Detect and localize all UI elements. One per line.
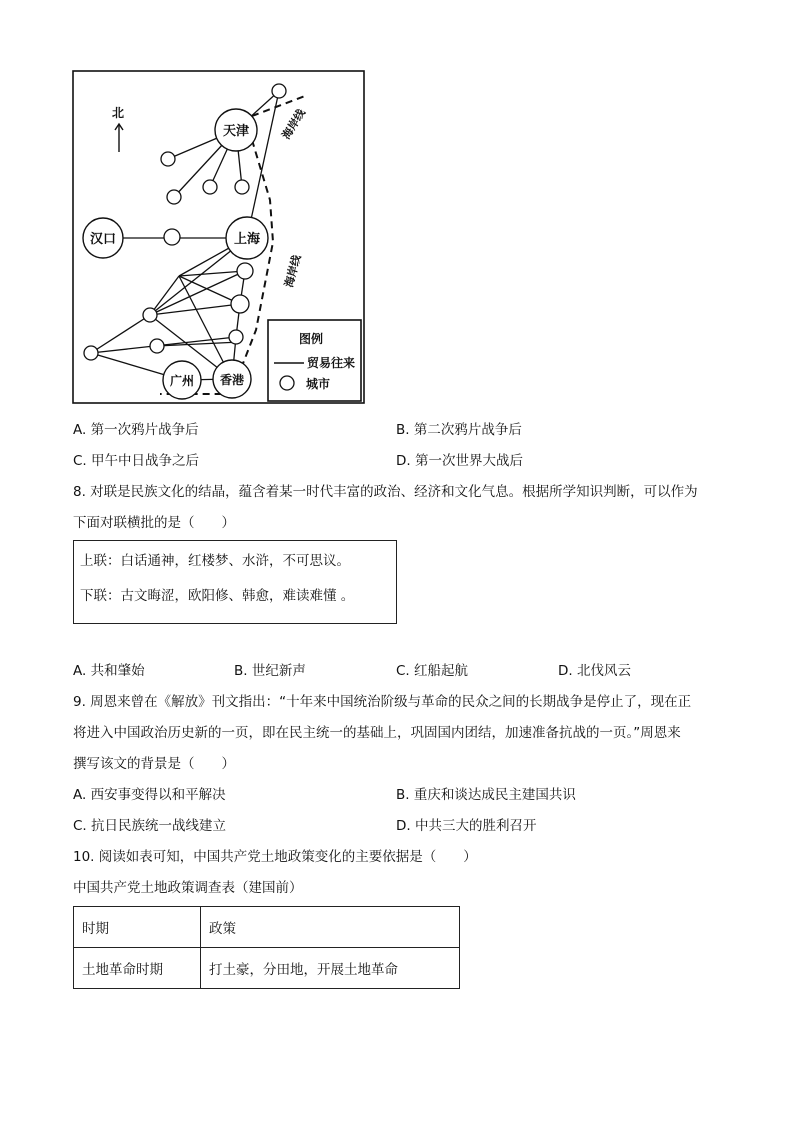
q9-option-b: B. 重庆和谈达成民主建国共识 <box>396 787 576 803</box>
q7-option-c: C. 甲午中日战争之后 <box>73 453 200 469</box>
couplet-lower: 下联：古文晦涩，欧阳修、韩愈，难读难懂 。 <box>80 588 355 604</box>
city-shanghai <box>226 217 268 259</box>
city-label-shanghai: 上海 <box>233 232 261 247</box>
city-hongkong <box>213 360 251 398</box>
table-row <box>74 948 460 989</box>
q9-option-c: C. 抗日民族统一战线建立 <box>73 818 227 834</box>
city-tianjin <box>215 109 257 151</box>
q8-stem-line1: 8. 对联是民族文化的结晶，蕴含着某一时代丰富的政治、经济和文化气息。根据所学知识判断，可以作为 <box>73 484 698 500</box>
land-policy-table <box>73 906 460 989</box>
q8-stem-line2: 下面对联横批的是（ ） <box>73 515 235 531</box>
q8-option-c: C. 红船起航 <box>396 663 469 679</box>
legend-city-icon <box>280 376 294 390</box>
q10-table-title: 中国共产党土地政策调查表（建国前） <box>73 880 303 896</box>
city-label-hongkong: 香港 <box>219 373 245 387</box>
trade-map <box>0 0 794 420</box>
legend-title: 图例 <box>299 332 324 346</box>
q9-stem-line2: 将进入中国政治历史新的一页，即在民主统一的基础上，巩固国内团结，加速准备抗战的一页。”周恩来 <box>73 725 681 741</box>
q9-option-a: A. 西安事变得以和平解决 <box>73 787 226 803</box>
city-label-hankou: 汉口 <box>89 232 117 247</box>
table-header-period: 时期 <box>74 907 201 948</box>
table-cell-policy: 打土豪，分田地，开展土地革命 <box>201 948 460 989</box>
city-guangzhou <box>163 361 201 399</box>
q9-option-d: D. 中共三大的胜利召开 <box>396 818 537 834</box>
q7-option-d: D. 第一次世界大战后 <box>396 453 523 469</box>
q8-option-d: D. 北伐风云 <box>558 663 631 679</box>
coastline-south <box>160 140 273 394</box>
q9-stem-line3: 撰写该文的背景是（ ） <box>73 756 235 772</box>
coastline-label-south: 海岸线 <box>282 253 304 289</box>
city-label-guangzhou: 广州 <box>169 374 195 388</box>
map-legend <box>268 320 361 401</box>
q7-option-b: B. 第二次鸦片战争后 <box>396 422 522 438</box>
city-hankou <box>83 218 123 258</box>
legend-trade-label: 贸易往来 <box>307 356 356 370</box>
legend-city-label: 城市 <box>306 377 331 391</box>
coastline-label-north: 海岸线 <box>279 106 309 142</box>
north-label: 北 <box>112 106 125 120</box>
table-cell-period: 土地革命时期 <box>74 948 201 989</box>
q9-stem-line1: 9. 周恩来曾在《解放》刊文指出：“十年来中国统治阶级与革命的民众之间的长期战争是停止了，现在正 <box>73 694 692 710</box>
city-label-tianjin: 天津 <box>222 124 250 139</box>
north-arrow-icon <box>115 124 123 152</box>
q8-option-b: B. 世纪新声 <box>234 663 306 679</box>
q7-option-a: A. 第一次鸦片战争后 <box>73 422 199 438</box>
table-header-row <box>74 907 460 948</box>
table-header-policy: 政策 <box>201 907 460 948</box>
q10-stem: 10. 阅读如表可知，中国共产党土地政策变化的主要依据是（ ） <box>73 849 477 865</box>
q8-option-a: A. 共和肇始 <box>73 663 145 679</box>
couplet-upper: 上联：白话通神，红楼梦、水浒，不可思议。 <box>80 553 350 569</box>
